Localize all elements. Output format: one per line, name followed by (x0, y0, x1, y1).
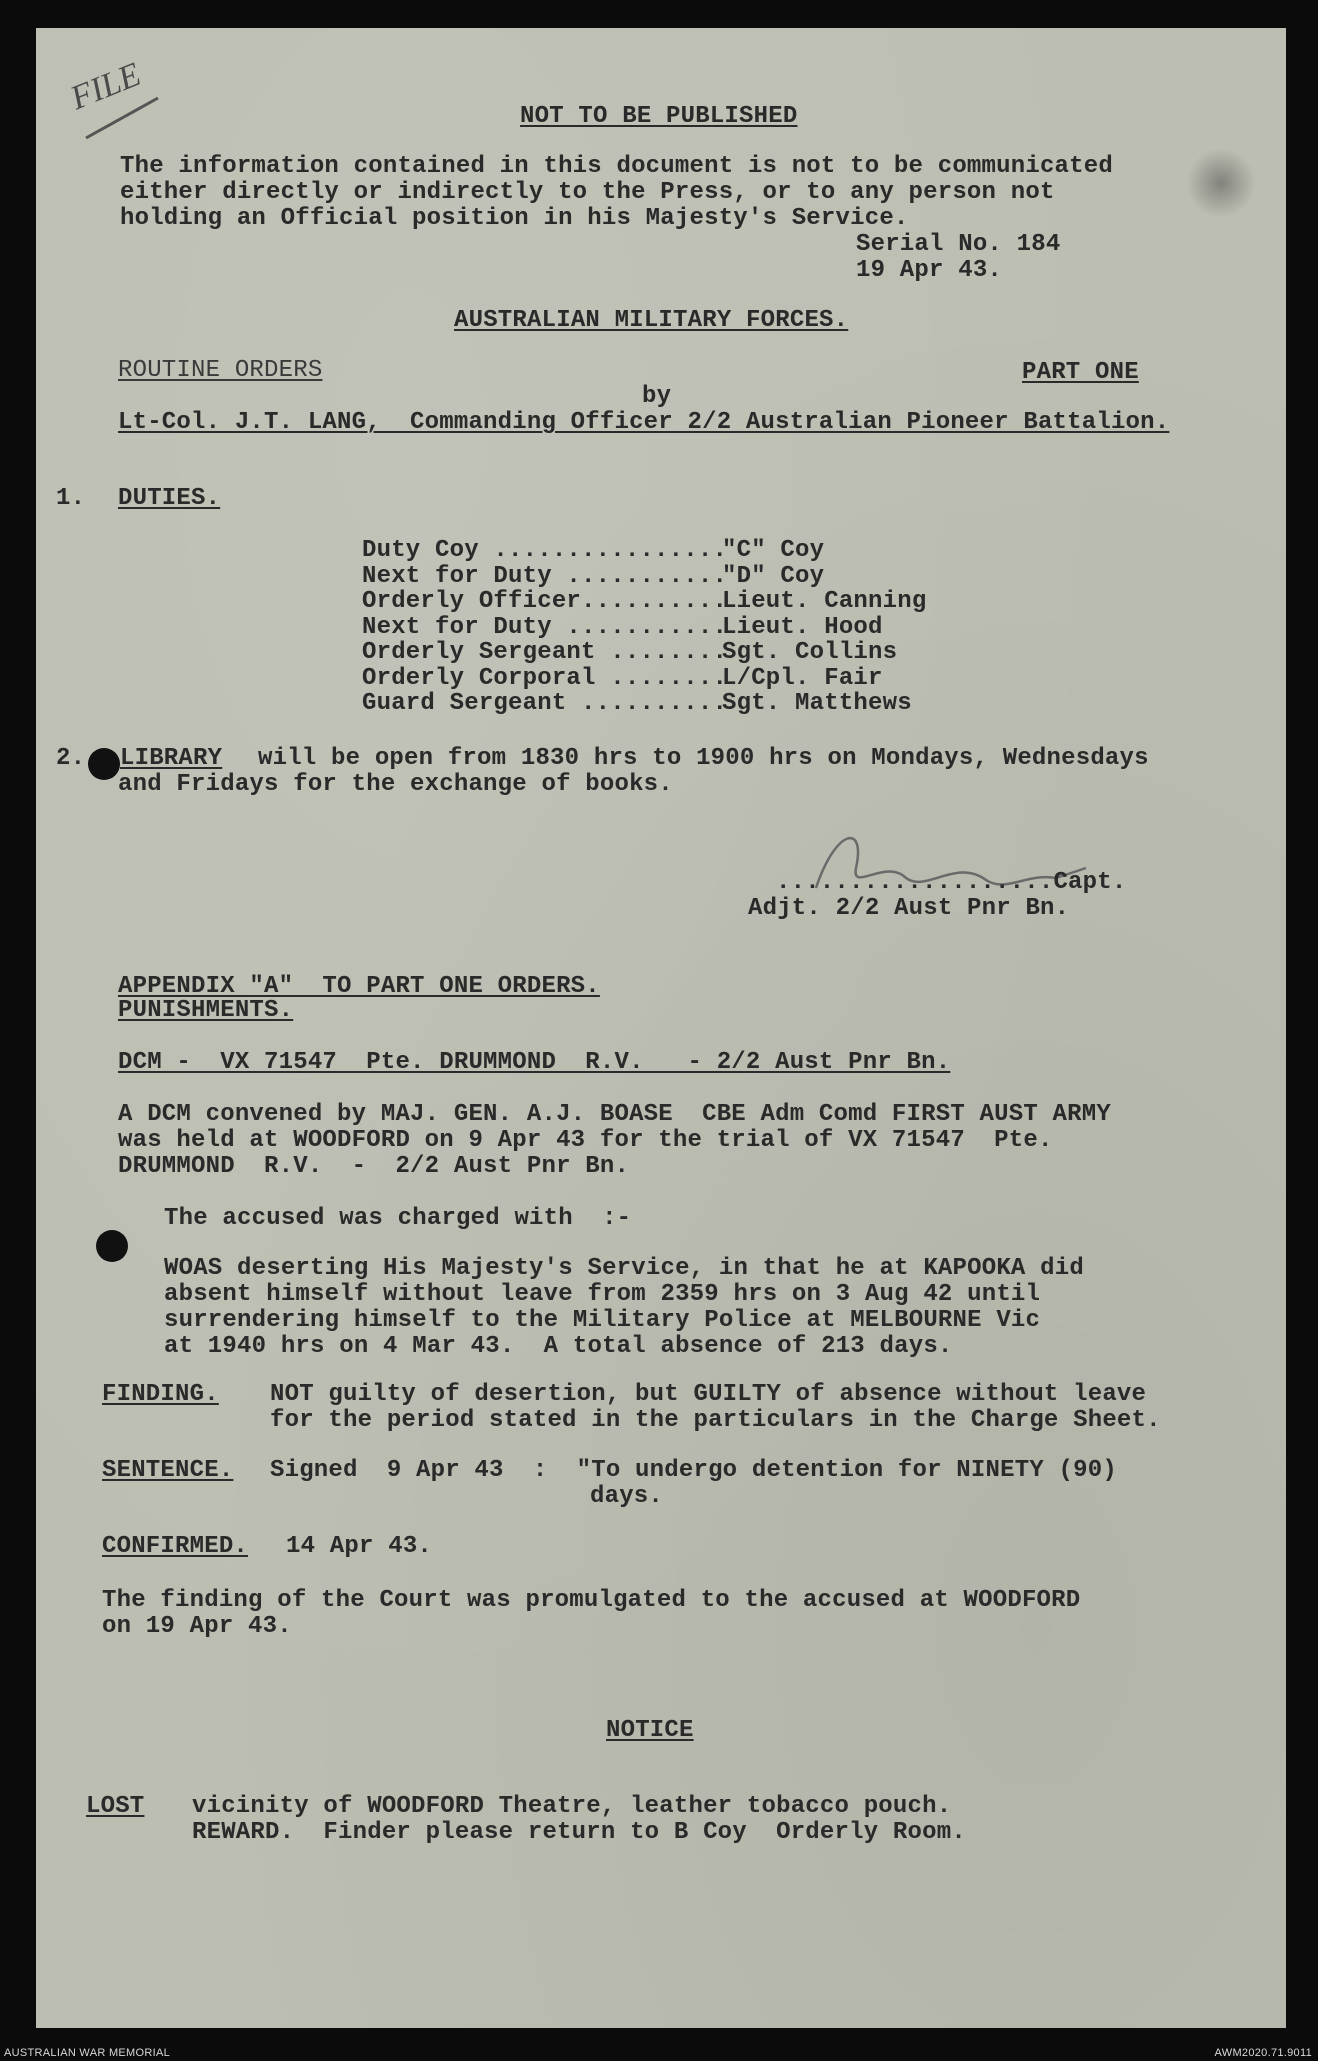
lost-label: LOST (86, 1793, 145, 1820)
charge-line-2: absent himself without leave from 2359 hrs on 3 Aug 42 until (164, 1281, 1041, 1308)
dcm-para-line-2: was held at WOODFORD on 9 Apr 43 for the trial of VX 71547 Pte. (118, 1127, 1053, 1154)
library-line-1: will be open from 1830 hrs to 1900 hrs on Mondays, Wednesdays (258, 745, 1149, 772)
signature-dots: ...................Capt. (776, 869, 1127, 896)
notice-heading: NOTICE (606, 1717, 694, 1744)
duty-role: Next for Duty ........... (362, 613, 728, 641)
charge-line-1: WOAS deserting His Majesty's Service, in that he at KAPOOKA did (164, 1255, 1084, 1282)
dcm-para-line-3: DRUMMOND R.V. - 2/2 Aust Pnr Bn. (118, 1153, 630, 1180)
sentence-line-2: days. (590, 1483, 664, 1510)
confirmed-label: CONFIRMED. (102, 1533, 249, 1560)
appendix-heading: APPENDIX "A" TO PART ONE ORDERS. (118, 973, 600, 1000)
finding-line-1: NOT guilty of desertion, but GUILTY of absence without leave (270, 1381, 1147, 1408)
duty-role: Next for Duty ........... (362, 562, 728, 590)
commander-line: Lt-Col. J.T. LANG, Commanding Officer 2/2 Australian Pioneer Battalion. (118, 409, 1170, 436)
punch-hole (96, 1230, 128, 1262)
part-one-label: PART ONE (1022, 359, 1139, 386)
ink-smudge (1186, 148, 1256, 218)
duty-role: Duty Coy ................ (362, 537, 728, 564)
sentence-label: SENTENCE. (102, 1457, 234, 1484)
footer-right: AWM2020.71.9011 (1214, 2047, 1312, 2059)
charged-line: The accused was charged with :- (164, 1205, 632, 1232)
sentence-line-1: Signed 9 Apr 43 : "To undergo detention for NINETY (90) (270, 1457, 1117, 1484)
duty-assignee: L/Cpl. Fair (722, 664, 883, 692)
warning-line-1: The information contained in this document is not to be communicated (120, 153, 1113, 180)
duty-role: Orderly Sergeant ........ (362, 639, 728, 666)
by-label: by (642, 383, 672, 410)
handwritten-file-note: FILE (65, 55, 146, 118)
forces-title: AUSTRALIAN MILITARY FORCES. (454, 307, 849, 334)
punch-hole (88, 748, 120, 780)
duty-assignee: "C" Coy (722, 537, 825, 564)
charge-line-4: at 1940 hrs on 4 Mar 43. A total absence of 213 days. (164, 1333, 953, 1360)
finding-label: FINDING. (102, 1381, 219, 1408)
charge-line-3: surrendering himself to the Military Police at MELBOURNE Vic (164, 1307, 1041, 1334)
duty-role: Guard Sergeant .......... (362, 690, 728, 717)
footer-left: AUSTRALIAN WAR MEMORIAL (4, 2047, 171, 2059)
library-line-2: and Fridays for the exchange of books. (118, 771, 673, 798)
promulgated-line-1: The finding of the Court was promulgated to the accused at WOODFORD (102, 1587, 1081, 1614)
document-sheet (36, 28, 1286, 2028)
dcm-para-line-1: A DCM convened by MAJ. GEN. A.J. BOASE CBE Adm Comd FIRST AUST ARMY (118, 1101, 1111, 1128)
section-1-number: 1. (56, 485, 86, 512)
section-2-number: 2. (56, 745, 86, 772)
lost-line-2: REWARD. Finder please return to B Coy Orderly Room. (192, 1819, 966, 1846)
duty-assignee: Lieut. Canning (722, 588, 927, 615)
warning-line-2: either directly or indirectly to the Press, or to any person not (120, 179, 1055, 206)
punishments-heading: PUNISHMENTS. (118, 997, 294, 1024)
library-heading: LIBRARY (120, 745, 223, 772)
duty-role: Orderly Officer.......... (362, 588, 728, 615)
routine-orders-label: ROUTINE ORDERS (118, 357, 323, 384)
promulgated-line-2: on 19 Apr 43. (102, 1613, 292, 1640)
file-note-stroke (84, 94, 164, 144)
duty-assignee: Lieut. Hood (722, 613, 883, 641)
dcm-line: DCM - VX 71547 Pte. DRUMMOND R.V. - 2/2 Aust Pnr Bn. (118, 1049, 951, 1076)
duty-assignee: Sgt. Matthews (722, 690, 912, 717)
duties-heading: DUTIES. (118, 485, 221, 512)
not-to-be-published: NOT TO BE PUBLISHED (520, 103, 798, 130)
document-date: 19 Apr 43. (856, 257, 1003, 284)
signature-title: Adjt. 2/2 Aust Pnr Bn. (748, 895, 1070, 922)
duty-assignee: "D" Coy (722, 562, 825, 590)
warning-line-3: holding an Official position in his Majesty's Service. (120, 205, 909, 232)
duty-role: Orderly Corporal ........ (362, 664, 728, 692)
confirmed-date: 14 Apr 43. (286, 1533, 433, 1560)
lost-line-1: vicinity of WOODFORD Theatre, leather tobacco pouch. (192, 1793, 952, 1820)
serial-number: Serial No. 184 (856, 231, 1061, 258)
duty-assignee: Sgt. Collins (722, 639, 898, 666)
finding-line-2: for the period stated in the particulars in the Charge Sheet. (270, 1407, 1161, 1434)
